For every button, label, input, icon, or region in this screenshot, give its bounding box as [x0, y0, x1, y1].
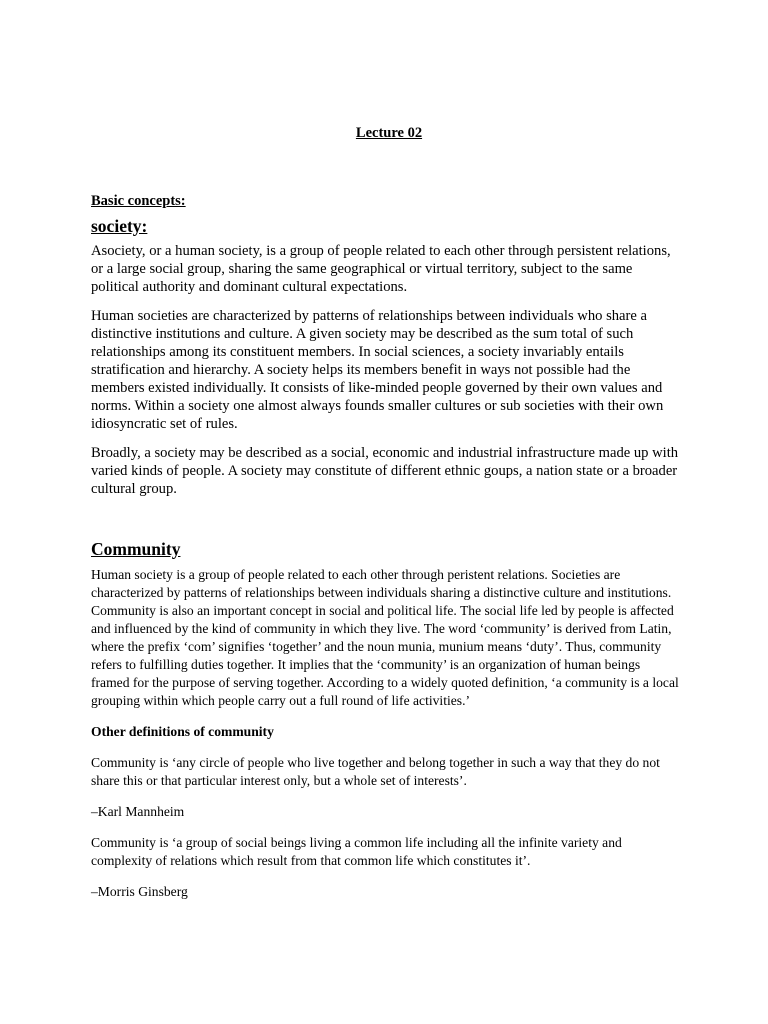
lecture-title: Lecture 02 — [355, 125, 423, 141]
community-intro-paragraph: Human society is a group of people related to each other through peristent relations. Societies are characterized by patterns of relationships between individuals sharing a distinctive culture and institutions. Community is also an important concept in social and political life. The social life led by people is affected and influenced by the kind of community in which they live. The word ‘community’ is derived from Latin, where the prefix ‘com’ signifies ‘together’ and the noun munia, munium means ‘duty’. Thus, community refers to fulfilling duties together. It implies that the ‘community’ is an organization of human beings framed for the purpose of serving together. According to a widely quoted definition, ‘a community is a local grouping within which people carry out a full round of life activities.’ — [91, 567, 679, 708]
society-paragraph-2: Human societies are characterized by patterns of relationships between individuals who share a distinctive institutions and culture. A given society may be described as the sum total of such relationships among its constituent members. In social sciences, a society invariably entails stratification and hierarchy. A society helps its members benefit in ways not possible had the members existed individually. It consists of like-minded people governed by their own values and norms. Within a society one almost always founds smaller cultures or sub societies with their own idiosyncratic set of rules. — [91, 308, 664, 432]
basic-concepts-heading: Basic concepts: — [91, 193, 186, 209]
society-heading: society: — [91, 216, 148, 236]
community-heading: Community — [91, 539, 181, 559]
society-paragraph-3: Broadly, a society may be described as a social, economic and industrial infrastructure made up with varied kinds of people. A society may constitute of different ethnic goups, a nation state or a broader cultural group. — [91, 445, 679, 497]
definition-ginsberg: Community is ‘a group of social beings living a common life including all the infinite variety and complexity of relations which result from that common life which constitutes it’. — [91, 835, 622, 868]
definition-mannheim: Community is ‘any circle of people who live together and belong together in such a way that they do not share this or that particular interest only, but a whole set of interests’. — [91, 755, 660, 788]
attribution-mannheim: –Karl Mannheim — [91, 804, 185, 819]
attribution-ginsberg: –Morris Ginsberg — [91, 884, 188, 899]
other-definitions-heading: Other definitions of community — [91, 724, 274, 739]
document-content — [91, 124, 681, 914]
society-paragraph-1: Asociety, or a human society, is a group of people related to each other through persistent relations, or a large social group, sharing the same geographical or virtual territory, subject to the same political authority and dominant cultural expectations. — [91, 243, 671, 295]
